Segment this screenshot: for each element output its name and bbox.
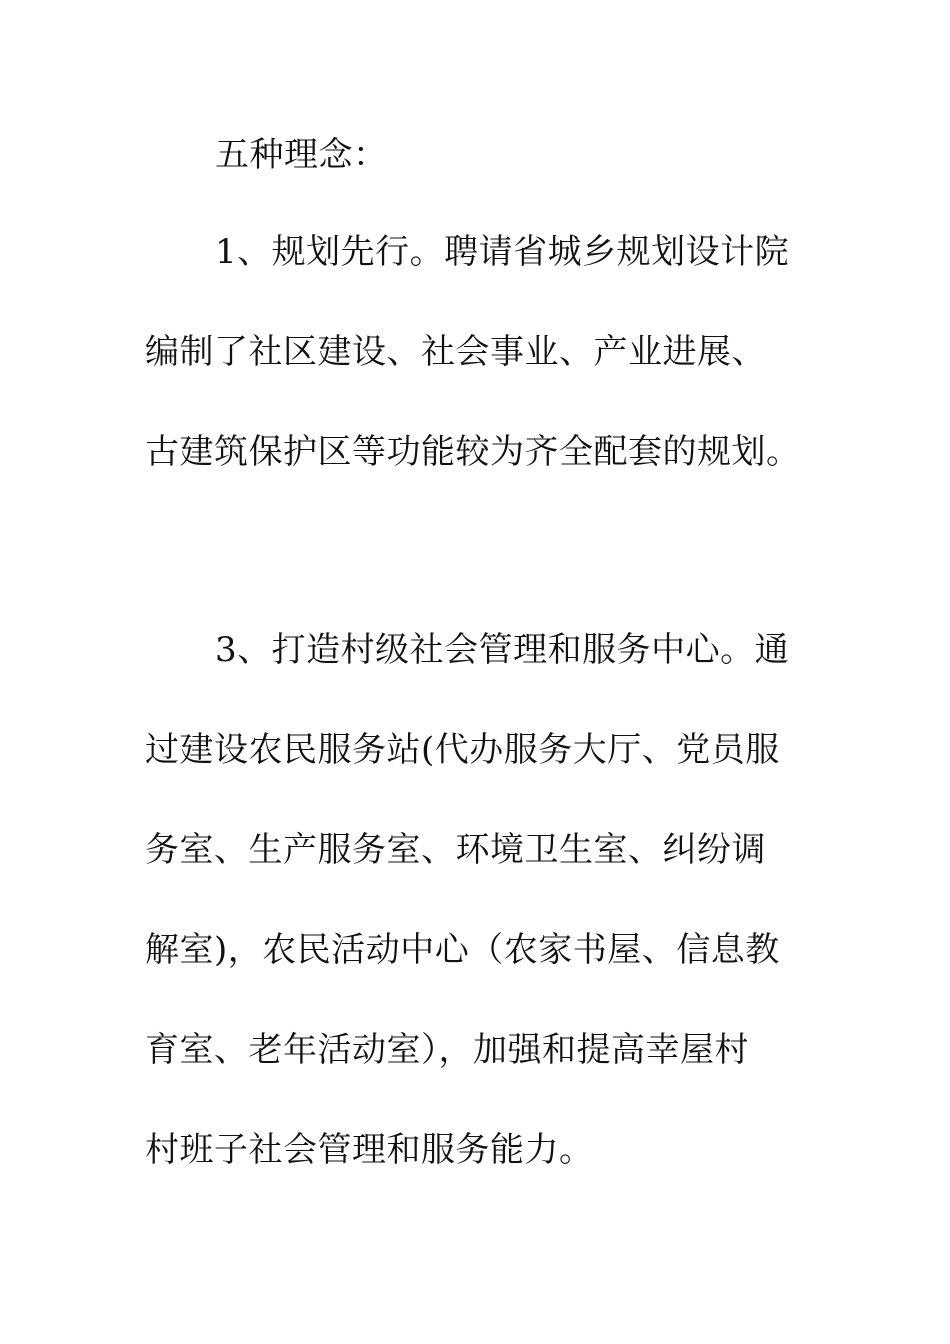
paragraph-3-line-3: 务室、生产服务室、环境卫生室、纠纷调 (145, 830, 766, 870)
paragraph-3-line-4: 解室)，农民活动中心（农家书屋、信息教 (145, 930, 780, 970)
paragraph-3-line-1: 3、打造村级社会管理和服务中心。通 (215, 630, 790, 670)
paragraph-1-line-3: 古建筑保护区等功能较为齐全配套的规划。 (145, 432, 801, 472)
paragraph-1-line-1: 1、规划先行。聘请省城乡规划设计院 (215, 232, 790, 272)
paragraph-3-line-2: 过建设农民服务站(代办服务大厅、党员服 (145, 730, 780, 770)
paragraph-3-line-6: 村班子社会管理和服务能力。 (145, 1130, 594, 1170)
paragraph-3-line-5: 育室、老年活动室），加强和提高幸屋村 (145, 1030, 749, 1070)
paragraph-1-line-2: 编制了社区建设、社会事业、产业进展、 (145, 332, 766, 372)
heading: 五种理念： (215, 135, 388, 175)
